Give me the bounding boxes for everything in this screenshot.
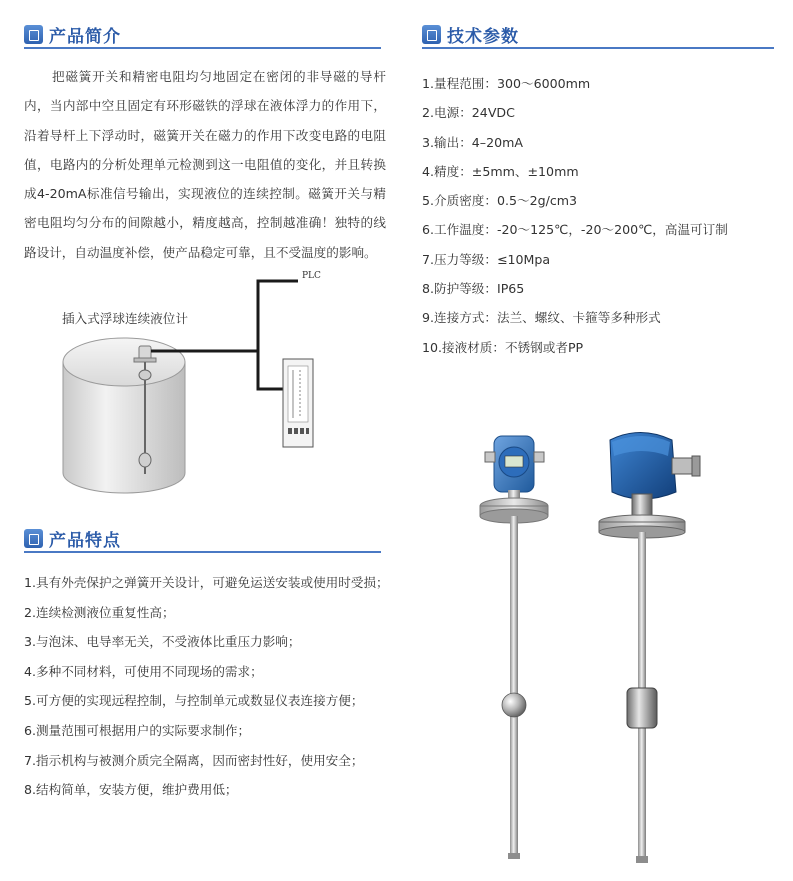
intro-title: 产品简介 bbox=[49, 27, 121, 47]
list-item: 2.连续检测液位重复性高； bbox=[24, 604, 175, 620]
product-photo-right bbox=[599, 433, 700, 864]
features-title: 产品特点 bbox=[49, 531, 121, 551]
display-instrument bbox=[283, 359, 313, 447]
intro-heading bbox=[24, 22, 121, 47]
diagram-caption: 插入式浮球连续液位计 bbox=[62, 311, 188, 326]
list-item: 1.量程范围：300～6000mm bbox=[422, 76, 591, 91]
list-item: 5.可方便的实现远程控制，与控制单元或数显仪表连接方便； bbox=[24, 693, 364, 709]
specs-list bbox=[422, 69, 728, 362]
features-list bbox=[24, 568, 389, 805]
document-icon bbox=[422, 25, 441, 44]
list-item: 7.指示机构与被测介质完全隔离，因而密封性好，使用安全； bbox=[24, 752, 364, 768]
signal-cable bbox=[151, 281, 298, 389]
list-item: 6.测量范围可根据用户的实际要求制作； bbox=[24, 722, 251, 738]
list-item: 7.压力等级：≤10Mpa bbox=[422, 251, 551, 267]
list-item: 4.精度：±5mm、±10mm bbox=[422, 163, 579, 179]
document-icon bbox=[24, 25, 43, 44]
document-icon bbox=[24, 529, 43, 548]
features-divider bbox=[24, 551, 381, 553]
list-item: 3.与泡沫、电导率无关，不受液体比重压力影响； bbox=[24, 634, 301, 650]
list-item: 1.具有外壳保护之弹簧开关设计，可避免运送安装或使用时受损； bbox=[24, 575, 389, 590]
list-item: 3.输出：4–20mA bbox=[422, 134, 524, 150]
list-item: 10.接液材质：不锈钢或者PP bbox=[422, 339, 584, 355]
intro-divider bbox=[24, 47, 381, 49]
list-item: 5.介质密度：0.5～2g/cm3 bbox=[422, 193, 578, 209]
plc-label: PLC bbox=[302, 271, 321, 281]
specs-title: 技术参数 bbox=[447, 27, 519, 47]
specs-divider bbox=[422, 47, 774, 49]
list-item: 6.工作温度：-20～125℃，-20～200℃，高温可订制 bbox=[422, 222, 728, 238]
list-item: 8.防护等级：IP65 bbox=[422, 281, 525, 297]
product-photo-left bbox=[480, 436, 548, 859]
probe-drawing bbox=[134, 346, 156, 474]
features-heading bbox=[24, 526, 121, 551]
tank-drawing bbox=[63, 338, 185, 493]
list-item: 4.多种不同材料，可使用不同现场的需求； bbox=[24, 663, 263, 679]
list-item: 8.结构简单，安装方便，维护费用低； bbox=[24, 782, 238, 798]
list-item: 2.电源：24VDC bbox=[422, 105, 515, 121]
specs-heading bbox=[422, 22, 519, 47]
intro-paragraph: 把磁簧开关和精密电阻均匀地固定在密闭的非导磁的导杆内，当内部中空且固定有环形磁铁的浮球在液体浮力的作用下，沿着导杆上下浮动时，磁簧开关在磁力的作用下改变电路的电阻值，电路内的分析处理单元检测到这一电阻值的变化，并且转换成4-20mA标准信号输出，实现液位的连续控制。磁簧开关与精密电阻均匀分布的间隙越小，精度越高，控制越准确！独特的线路设计，自动温度补偿，使产品稳定可靠，且不受温度的影响。 bbox=[24, 69, 386, 260]
list-item: 9.连接方式：法兰、螺纹、卡箍等多种形式 bbox=[422, 310, 661, 326]
